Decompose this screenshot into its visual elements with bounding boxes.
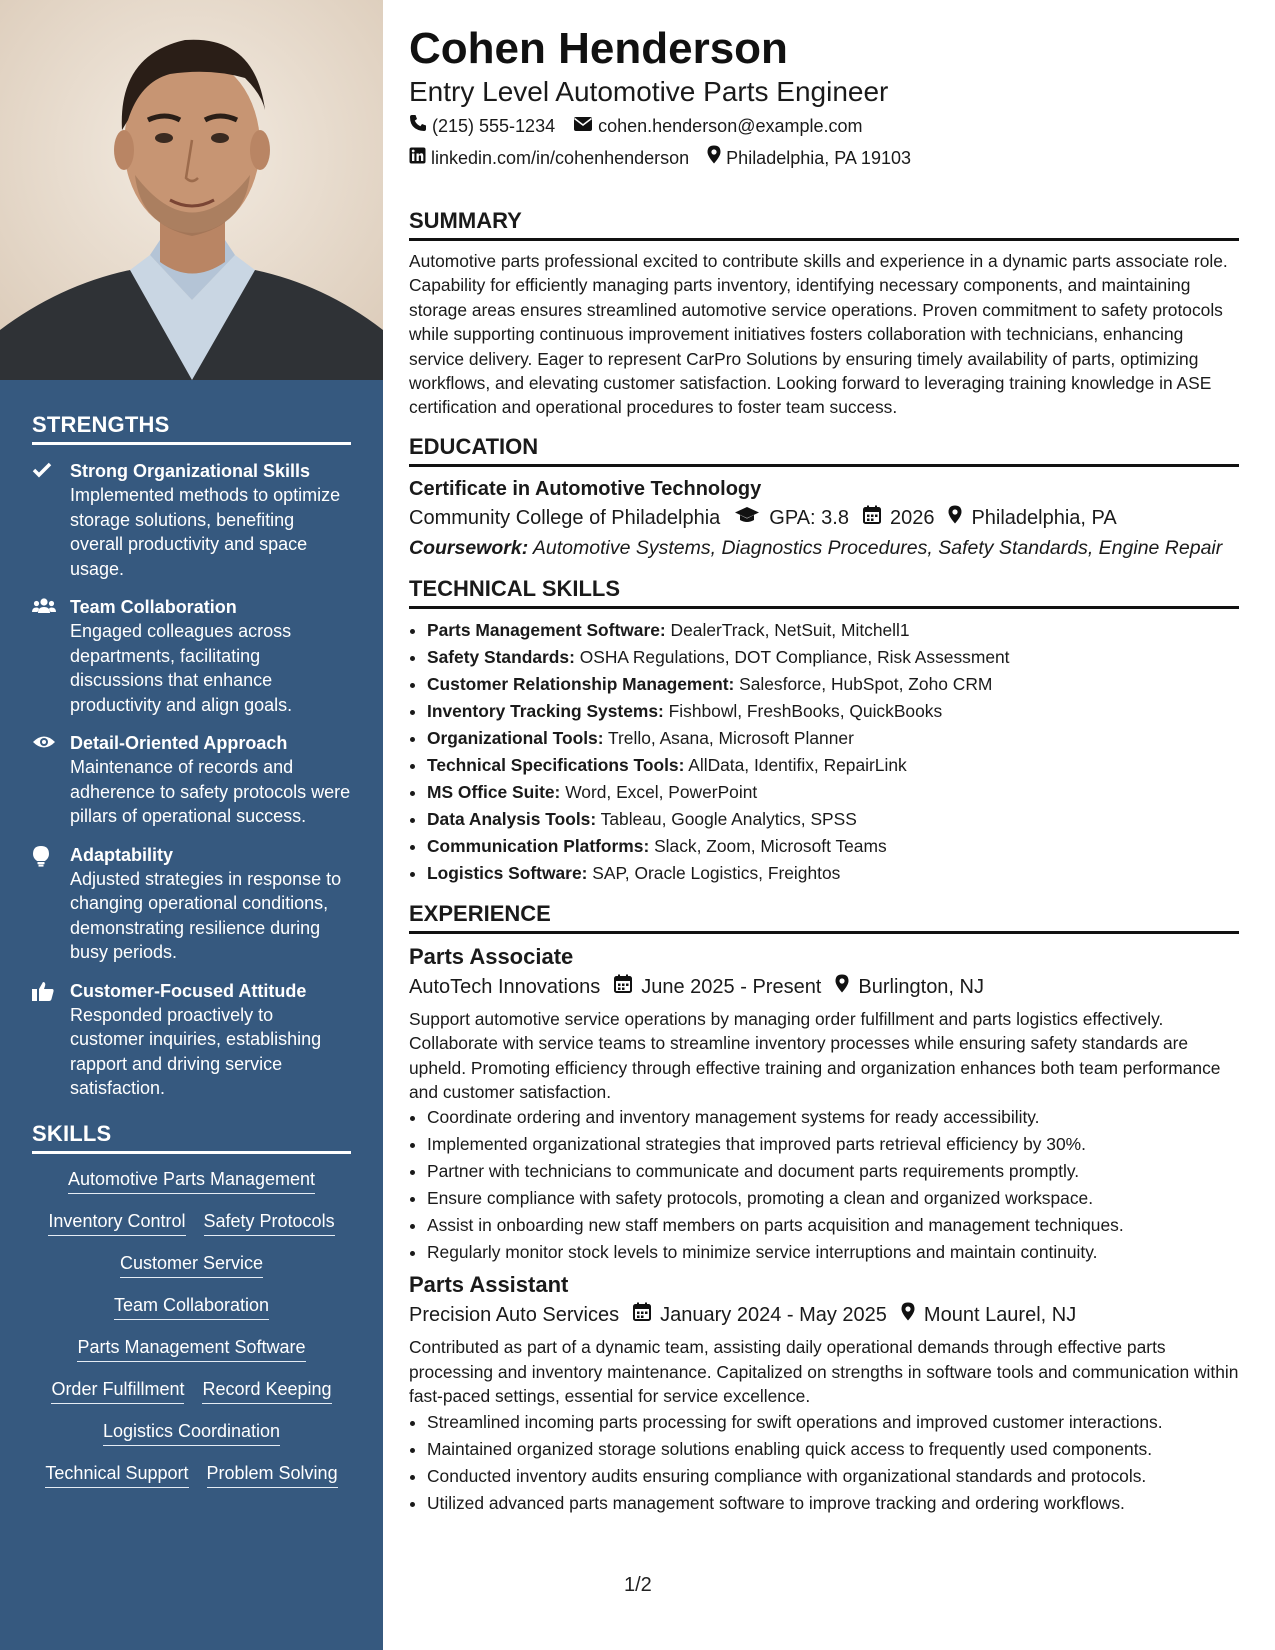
graduation-year: 2026 bbox=[889, 506, 935, 529]
education-meta bbox=[409, 503, 1239, 534]
lightbulb-icon bbox=[32, 845, 70, 867]
degree: Certificate in Automotive Technology bbox=[409, 477, 762, 500]
strength-desc: Maintenance of records and adherence to safety protocols were pillars of operational success. bbox=[70, 757, 351, 826]
list-item: • Communication Platforms: Slack, Zoom, Microsoft Teams bbox=[427, 833, 1239, 860]
list-item: • Maintained organized storage solutions enabling quick access to frequently used components. bbox=[427, 1436, 1239, 1463]
list-item: • Regularly monitor stock levels to minimize service interruptions and maintain continuity. bbox=[427, 1239, 1239, 1266]
list-item: • Utilized advanced parts management software to improve tracking and ordering workflows. bbox=[427, 1490, 1239, 1517]
strength-item bbox=[32, 979, 351, 1101]
education-location: Philadelphia, PA bbox=[971, 506, 1117, 529]
job-meta bbox=[409, 1300, 1239, 1331]
list-item: • Technical Specifications Tools: AllData, Identifix, RepairLink bbox=[427, 752, 1239, 779]
strength-title: Detail-Oriented Approach bbox=[70, 733, 288, 753]
job-entry bbox=[409, 1270, 1239, 1516]
map-pin-icon bbox=[707, 142, 726, 174]
list-item: • Streamlined incoming parts processing for swift operations and improved customer interactions. bbox=[427, 1409, 1239, 1436]
list-item: • Implemented organizational strategies that improved parts retrieval efficiency by 30%. bbox=[427, 1131, 1239, 1158]
list-item: • Organizational Tools: Trello, Asana, Microsoft Planner bbox=[427, 725, 1239, 752]
school-name: Community College of Philadelphia bbox=[409, 506, 721, 529]
company-name: Precision Auto Services bbox=[409, 1304, 620, 1327]
job-role: Parts Assistant bbox=[409, 1272, 569, 1298]
education-heading: EDUCATION bbox=[409, 434, 1239, 467]
technical-skills-list bbox=[409, 617, 1239, 887]
phone-contact[interactable] bbox=[409, 110, 555, 142]
map-pin-icon bbox=[835, 972, 858, 1003]
strength-item bbox=[32, 731, 351, 829]
job-location: Mount Laurel, NJ bbox=[923, 1304, 1077, 1327]
summary-heading: SUMMARY bbox=[409, 208, 1239, 241]
strength-desc: Engaged colleagues across departments, facilitating discussions that enhance productivity and align goals. bbox=[70, 621, 293, 715]
coursework bbox=[409, 534, 1239, 562]
graduation-cap-icon bbox=[734, 503, 769, 534]
phone-icon bbox=[409, 110, 432, 142]
job-dates: June 2025 - Present bbox=[641, 975, 822, 998]
job-location: Burlington, NJ bbox=[858, 975, 984, 998]
skill-tag: Order Fulfillment bbox=[51, 1378, 184, 1404]
page-number: 1/2 bbox=[624, 1574, 652, 1596]
strength-title: Adaptability bbox=[70, 844, 174, 865]
skill-tag: Customer Service bbox=[120, 1252, 263, 1278]
list-item: • Partner with technicians to communicate and document parts requirements promptly. bbox=[427, 1158, 1239, 1185]
list-item: • Data Analysis Tools: Tableau, Google Analytics, SPSS bbox=[427, 806, 1239, 833]
profile-photo bbox=[0, 0, 383, 380]
strength-desc: Implemented methods to optimize storage solutions, benefiting overall productivity and space usage. bbox=[70, 485, 341, 579]
strength-item bbox=[32, 843, 351, 965]
list-item: • Ensure compliance with safety protocols, promoting a clean and organized workspace. bbox=[427, 1185, 1239, 1212]
calendar-icon bbox=[863, 503, 890, 534]
list-item: • Conducted inventory audits ensuring compliance with organizational standards and protocols. bbox=[427, 1463, 1239, 1490]
list-item: • MS Office Suite: Word, Excel, PowerPoint bbox=[427, 779, 1239, 806]
map-pin-icon bbox=[901, 1300, 924, 1331]
job-bullets bbox=[409, 1409, 1239, 1517]
strength-title: Customer-Focused Attitude bbox=[70, 980, 307, 1001]
list-item: • Parts Management Software: DealerTrack, NetSuit, Mitchell1 bbox=[427, 617, 1239, 644]
coursework-label: Coursework: bbox=[409, 536, 529, 559]
email-contact[interactable] bbox=[573, 110, 862, 142]
contact-row bbox=[409, 142, 1239, 174]
skill-tag: Technical Support bbox=[45, 1462, 188, 1488]
list-item: • Assist in onboarding new staff members on parts acquisition and management techniques. bbox=[427, 1212, 1239, 1239]
linkedin-contact[interactable] bbox=[409, 142, 689, 174]
skill-tag: Inventory Control bbox=[48, 1210, 185, 1236]
list-item: • Coordinate ordering and inventory management systems for ready accessibility. bbox=[427, 1104, 1239, 1131]
job-title: Entry Level Automotive Parts Engineer bbox=[409, 76, 889, 107]
calendar-icon bbox=[614, 972, 641, 1003]
contact-row bbox=[409, 110, 1239, 142]
strength-title: Team Collaboration bbox=[70, 597, 237, 617]
coursework-list: Automotive Systems, Diagnostics Procedures, Safety Standards, Engine Repair bbox=[532, 536, 1223, 559]
list-item: • Safety Standards: OSHA Regulations, DOT Compliance, Risk Assessment bbox=[427, 644, 1239, 671]
list-item: • Inventory Tracking Systems: Fishbowl, FreshBooks, QuickBooks bbox=[427, 698, 1239, 725]
technical-skills-heading: TECHNICAL SKILLS bbox=[409, 576, 1239, 609]
job-entry bbox=[409, 942, 1239, 1267]
eye-icon bbox=[32, 733, 70, 751]
users-icon bbox=[32, 597, 70, 615]
skill-tag: Record Keeping bbox=[202, 1378, 331, 1404]
skill-tag: Safety Protocols bbox=[204, 1210, 335, 1236]
strength-desc: Responded proactively to customer inquiries, establishing rapport and driving service satisfaction. bbox=[70, 1004, 322, 1098]
strength-item bbox=[32, 459, 351, 581]
company-name: AutoTech Innovations bbox=[409, 975, 601, 998]
skill-tag: Team Collaboration bbox=[114, 1294, 269, 1320]
location-text: Philadelphia, PA 19103 bbox=[726, 148, 911, 168]
main-content bbox=[409, 22, 1239, 1517]
check-icon bbox=[32, 461, 70, 479]
calendar-icon bbox=[633, 1300, 660, 1331]
summary-text: Automotive parts professional excited to contribute skills and experience in a dynamic parts associate role. Capability for efficiently managing parts inventory, identifying necessary components, and maintaining storage areas ensures streamlined automotive service operations. Proven commitment to safety protocols while supporting continuous improvement initiatives fosters collaboration with technicians, enhancing service delivery. Eager to represent CarPro Solutions by ensuring timely availability of parts, optimizing workflows, and elevating customer satisfaction. Looking forward to leveraging training knowledge in ASE certification and operational procedures to foster team success. bbox=[409, 251, 1228, 418]
list-item: • Logistics Software: SAP, Oracle Logistics, Freightos bbox=[427, 860, 1239, 887]
strength-desc: Adjusted strategies in response to changing operational conditions, demonstrating resilience during busy periods. bbox=[70, 868, 342, 962]
strength-title: Strong Organizational Skills bbox=[70, 461, 311, 481]
job-role: Parts Associate bbox=[409, 943, 574, 969]
sidebar bbox=[0, 0, 383, 1650]
strengths-heading: STRENGTHS bbox=[32, 412, 351, 445]
map-pin-icon bbox=[948, 503, 971, 534]
thumbs-up-icon bbox=[32, 981, 70, 1001]
skills-heading: SKILLS bbox=[32, 1121, 351, 1154]
email-text: cohen.henderson@example.com bbox=[598, 116, 863, 136]
list-item: • Customer Relationship Management: Salesforce, HubSpot, Zoho CRM bbox=[427, 671, 1239, 698]
candidate-name: Cohen Henderson bbox=[409, 24, 788, 73]
skill-tag: Automotive Parts Management bbox=[68, 1168, 315, 1194]
linkedin-text: linkedin.com/in/cohenhenderson bbox=[431, 148, 690, 168]
experience-heading: EXPERIENCE bbox=[409, 901, 1239, 934]
gpa: GPA: 3.8 bbox=[769, 506, 849, 529]
job-summary: Contributed as part of a dynamic team, assisting daily operational demands through effective parts processing and inventory maintenance. Capitalized on strengths in software tools and communication within fast-paced settings, essential for service excellence. bbox=[409, 1337, 1239, 1407]
skill-tag: Problem Solving bbox=[207, 1462, 338, 1488]
job-dates: January 2024 - May 2025 bbox=[660, 1304, 887, 1327]
job-summary: Support automotive service operations by managing order fulfillment and parts logistics effectively. Collaborate with service teams to streamline inventory processes while ensuring safety standards are upheld. Promoting efficiency through effective training and organization enhances both team performance and customer satisfaction. bbox=[409, 1008, 1221, 1103]
job-bullets bbox=[409, 1104, 1239, 1266]
phone-text: (215) 555-1234 bbox=[432, 116, 556, 136]
envelope-icon bbox=[573, 110, 598, 142]
strength-item bbox=[32, 595, 351, 717]
skill-tag: Parts Management Software bbox=[77, 1336, 305, 1362]
linkedin-icon bbox=[409, 142, 431, 174]
location-contact bbox=[707, 142, 911, 174]
job-meta bbox=[409, 972, 1239, 1003]
skill-tag: Logistics Coordination bbox=[103, 1420, 280, 1446]
